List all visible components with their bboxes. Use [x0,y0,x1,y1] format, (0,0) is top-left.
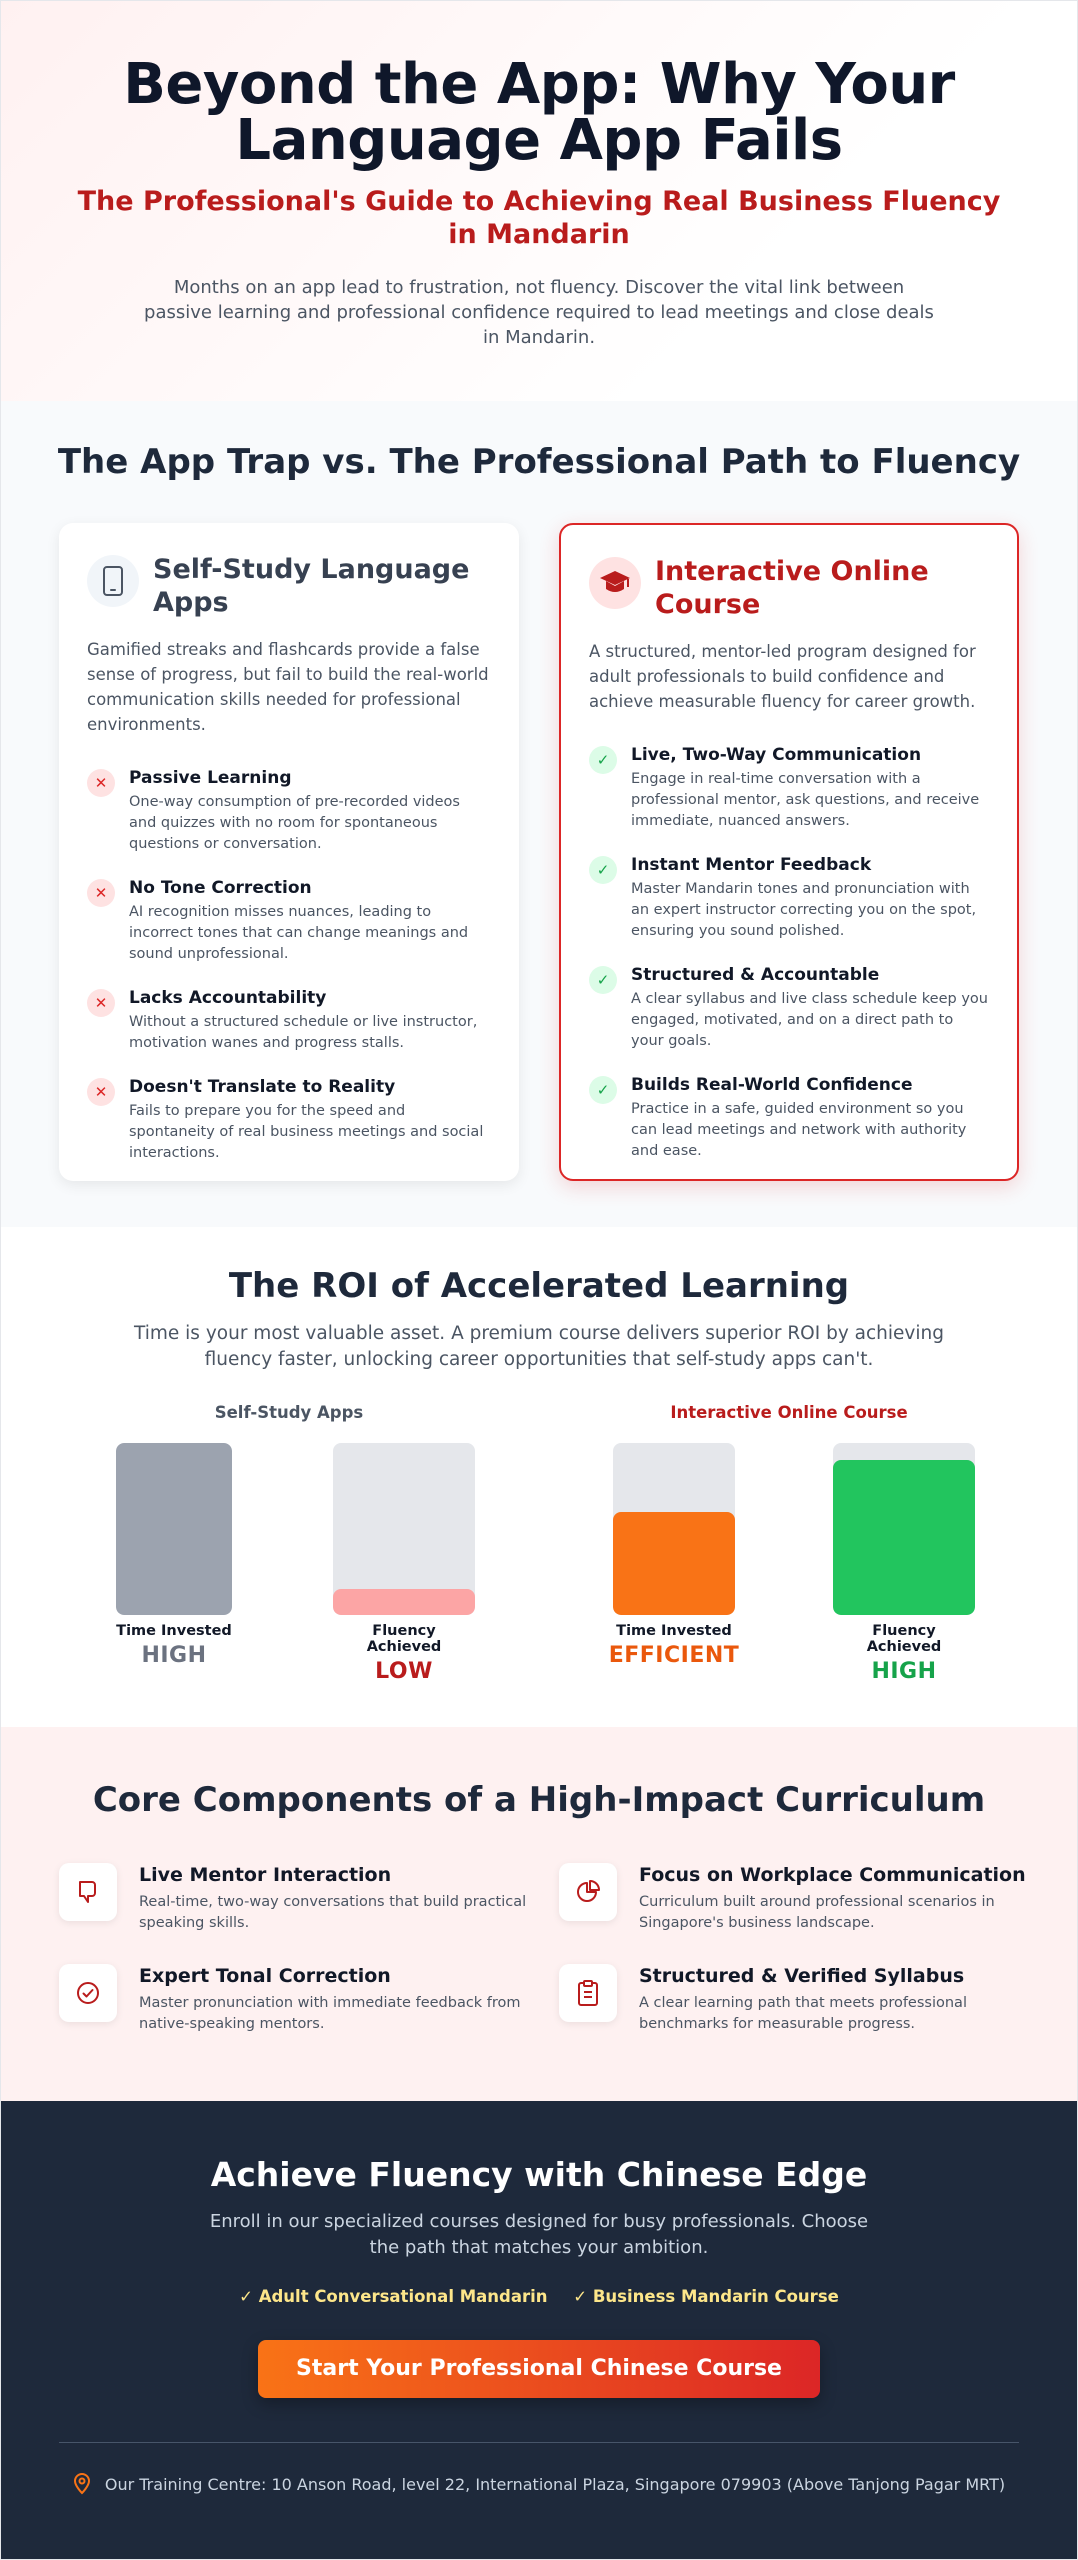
roi-bar-value: HIGH [141,1643,207,1668]
x-icon: ✕ [87,1078,115,1106]
start-course-button[interactable]: Start Your Professional Chinese Course [258,2340,820,2398]
roi-bar-label: Fluency Achieved [366,1623,442,1655]
list-item [87,877,491,965]
feature-title: Passive Learning [129,768,292,788]
feature-title: Structured & Accountable [631,965,880,985]
list-item [559,1863,1026,1934]
roi-bar-label: Time Invested [616,1623,732,1639]
check-circle-icon [59,1964,117,2022]
self-study-card-title: Self-Study Language Apps [153,554,470,618]
feature-text: Practice in a safe, guided environment so you can lead meetings and network with authority and ease. [631,1101,967,1159]
checkmark-icon: ✓ [589,966,617,994]
core-item-title: Expert Tonal Correction [139,1965,391,1987]
divider [59,2442,1019,2443]
core-components-section [1,1727,1077,2101]
self-study-card [59,523,519,1181]
online-course-card-title: Interactive Online Course [655,556,929,620]
roi-bar-track [613,1443,735,1615]
roi-comparison-chart [59,1403,1019,1684]
list-item [589,854,989,942]
feature-title: No Tone Correction [129,878,312,898]
address-row [1,2473,1077,2495]
online-course-card-description: A structured, mentor-led program designed for adult professionals to build confidence and achieve measurable fluency for career growth. [589,642,976,711]
roi-bar-track [116,1443,232,1615]
list-item [87,1076,491,1164]
online-course-card-header [589,555,989,621]
roi-bar-track [333,1443,475,1615]
core-item-title: Focus on Workplace Communication [639,1864,1026,1886]
address-text: Our Training Centre: 10 Anson Road, level 22, International Plaza, Singapore 079903 (Above Tanjong Pagar MRT) [104,2474,1006,2494]
phone-icon [87,555,139,607]
roi-group-online-course [559,1403,1019,1684]
list-item [59,1863,559,1934]
self-study-card-description: Gamified streaks and flashcards provide a false sense of progress, but fail to build the real-world communication skills needed for professional environments. [87,640,489,734]
checkmark-icon: ✓ [589,746,617,774]
list-item [87,987,491,1054]
course-item-business-mandarin: ✓ Business Mandarin Course [573,2287,839,2306]
self-study-feature-list [87,767,491,1164]
roi-bar-column [603,1443,745,1684]
list-item [589,1074,989,1162]
feature-title: Builds Real-World Confidence [631,1075,913,1095]
core-item-title: Live Mentor Interaction [139,1864,392,1886]
hero-section [1,1,1077,401]
roi-bar-column [103,1443,245,1684]
core-item-title: Structured & Verified Syllabus [639,1965,965,1987]
roi-bar-column [333,1443,475,1684]
list-item [87,767,491,855]
roi-group-title: Interactive Online Course [670,1403,908,1422]
graduation-cap-icon [589,557,641,609]
roi-bar-value: EFFICIENT [608,1643,740,1668]
list-item [589,744,989,832]
cta-subtitle: Enroll in our specialized courses designed for busy professionals. Choose the path that matches your ambition. [209,2211,869,2258]
feature-title: Live, Two-Way Communication [631,745,922,765]
list-item [589,964,989,1052]
self-study-card-header [87,553,491,619]
roi-bar-value: LOW [375,1659,433,1684]
pie-chart-icon [559,1863,617,1921]
list-item [559,1964,1019,2035]
roi-bar-track [833,1443,975,1615]
roi-bar-value: HIGH [871,1659,937,1684]
comparison-title: The App Trap vs. The Professional Path to Fluency [57,442,1021,482]
hero-intro: Months on an app lead to frustration, not fluency. Discover the vital link between passive learning and professional confidence required to lead meetings and close deals in Mandarin. [144,277,934,348]
feature-text: Master Mandarin tones and pronunciation with an expert instructor correcting you on the spot, ensuring you sound polished. [631,881,977,939]
feature-title: Lacks Accountability [129,988,327,1008]
cta-title: Achieve Fluency with Chinese Edge [210,2155,868,2194]
comparison-cards [59,523,1019,1181]
core-item-text: Real-time, two-way conversations that build practical speaking skills. [139,1894,527,1931]
x-icon: ✕ [87,769,115,797]
roi-bar [116,1443,232,1615]
roi-group-title: Self-Study Apps [214,1403,364,1422]
clipboard-icon [559,1964,617,2022]
online-course-feature-list [589,744,989,1162]
chat-bubble-icon [59,1863,117,1921]
roi-subtitle: Time is your most valuable asset. A premium course delivers superior ROI by achieving fluency faster, unlocking career opportunities that self-study apps can't. [134,1323,944,1370]
roi-bar-label: Fluency Achieved [866,1623,942,1655]
list-item [59,1964,559,2035]
hero-subtitle: The Professional's Guide to Achieving Real Business Fluency in Mandarin [77,186,1001,250]
feature-title: Doesn't Translate to Reality [129,1077,396,1097]
feature-text: One-way consumption of pre-recorded videos and quizzes with no room for spontaneous questions or conversation. [129,794,460,852]
cta-section [1,2101,1077,2560]
x-icon: ✕ [87,989,115,1017]
feature-text: AI recognition misses nuances, leading to incorrect tones that can change meanings and sound unprofessional. [129,904,469,962]
roi-bar-label: Time Invested [116,1623,232,1639]
core-components-grid [59,1863,1026,2035]
core-item-text: Master pronunciation with immediate feedback from native-speaking mentors. [139,1995,521,2032]
feature-text: Engage in real-time conversation with a professional mentor, ask questions, and receive immediate, nuanced answers. [631,771,980,829]
x-icon: ✕ [87,879,115,907]
roi-bar-column [833,1443,975,1684]
roi-bar [833,1460,975,1615]
feature-title: Instant Mentor Feedback [631,855,872,875]
roi-title: The ROI of Accelerated Learning [228,1266,850,1306]
checkmark-icon: ✓ [589,1076,617,1104]
checkmark-icon: ✓ [589,856,617,884]
core-title: Core Components of a High-Impact Curriculum [92,1780,986,1820]
roi-bar [613,1512,735,1615]
feature-text: Without a structured schedule or live instructor, motivation wanes and progress stalls. [129,1014,478,1051]
core-item-text: Curriculum built around professional scenarios in Singapore's business landscape. [639,1894,995,1931]
roi-bar [333,1589,475,1615]
core-item-text: A clear learning path that meets professional benchmarks for measurable progress. [639,1995,967,2032]
location-pin-icon [73,2473,91,2495]
feature-text: Fails to prepare you for the speed and spontaneity of real business meetings and social interactions. [129,1103,484,1161]
course-list [1,2287,1077,2306]
roi-section [1,1227,1077,1727]
course-item-adult-conversational: ✓ Adult Conversational Mandarin [239,2287,548,2306]
online-course-card [559,523,1019,1181]
roi-group-self-study [59,1403,519,1684]
feature-text: A clear syllabus and live class schedule keep you engaged, motivated, and on a direct path to your goals. [631,991,988,1049]
hero-title: Beyond the App: Why Your Language App Fails [123,52,955,173]
comparison-section [1,401,1077,1227]
